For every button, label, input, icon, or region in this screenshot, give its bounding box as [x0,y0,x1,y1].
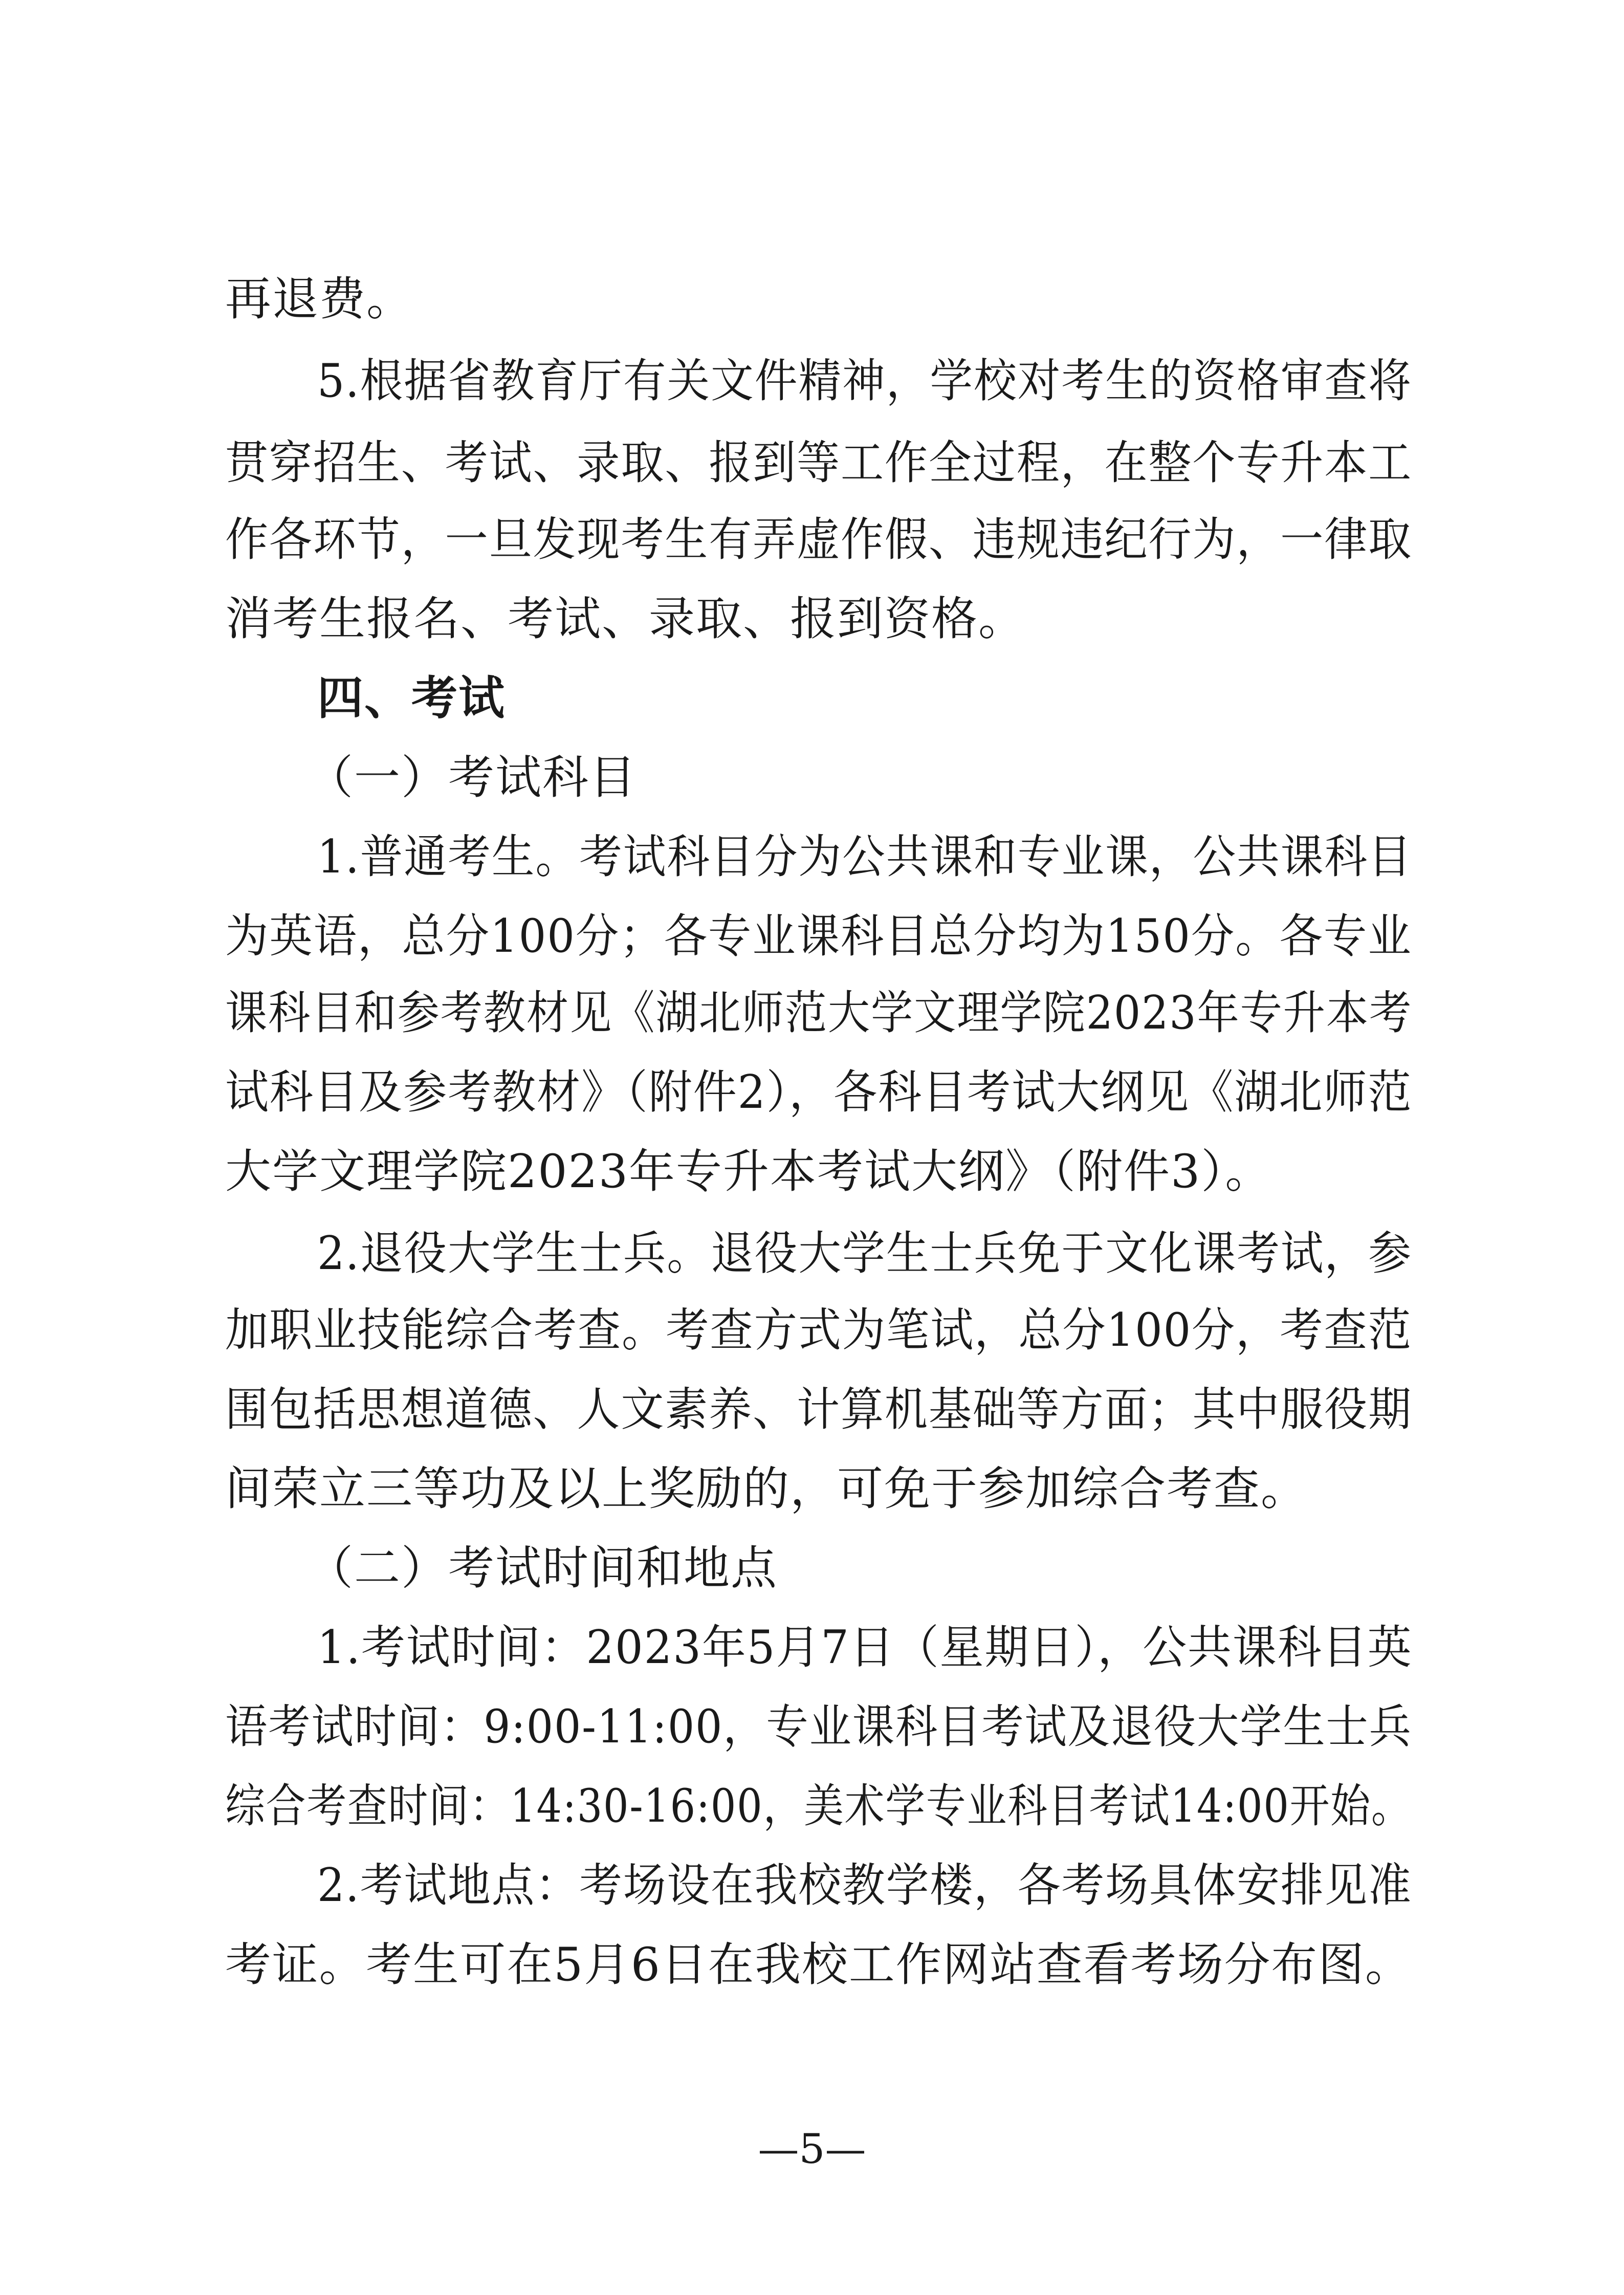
section-heading: 四、考试 [317,671,506,725]
subsection-heading: （一）考试科目 [307,751,637,804]
text-line: 围包括思想道德、人文素养、计算机基础等方面；其中服役期 [225,1383,1413,1436]
text-line: 5.根据省教育厅有关文件精神，学校对考生的资格审查将 [317,354,1412,408]
text-line: 语考试时间：9:00-11:00，专业课科目考试及退役大学生士兵 [225,1700,1412,1754]
text-line: 2.退役大学生士兵。退役大学生士兵免于文化课考试，参 [317,1227,1412,1280]
text-line: 试科目及参考教材》（附件2），各科目考试大纲见《湖北师范 [225,1065,1413,1119]
text-line: 贯穿招生、考试、录取、报到等工作全过程，在整个专升本工 [225,436,1413,490]
text-line: 消考生报名、考试、录取、报到资格。 [225,592,1025,646]
page-number: —5— [758,2125,866,2173]
text-line: 加职业技能综合考查。考查方式为笔试，总分100分，考查范 [225,1303,1412,1357]
text-line: 再退费。 [225,272,413,326]
text-line: 考证。考生可在5月6日在我校工作网站查看考场分布图。 [225,1938,1412,1992]
text-line: 2.考试地点：考场设在我校教学楼，各考场具体安排见准 [317,1859,1412,1912]
subsection-heading: （二）考试时间和地点 [307,1541,778,1595]
text-line: 大学文理学院2023年专升本考试大纲》（附件3）。 [225,1145,1272,1198]
text-line: 作各环节，一旦发现考生有弄虚作假、违规违纪行为，一律取 [225,513,1413,566]
text-line: 为英语，总分100分；各专业课科目总分均为150分。各专业 [225,909,1412,963]
text-line: 课科目和参考教材见《湖北师范大学文理学院2023年专升本考 [225,986,1413,1040]
text-line: 1.普通考生。考试科目分为公共课和专业课，公共课科目 [317,830,1412,884]
text-line: 1.考试时间：2023年5月7日（星期日），公共课科目英 [317,1621,1413,1674]
text-line: 间荣立三等功及以上奖励的，可免于参加综合考查。 [225,1462,1308,1516]
text-line: 综合考查时间：14:30-16:00，美术学专业科目考试14:00开始。 [225,1779,1412,1833]
